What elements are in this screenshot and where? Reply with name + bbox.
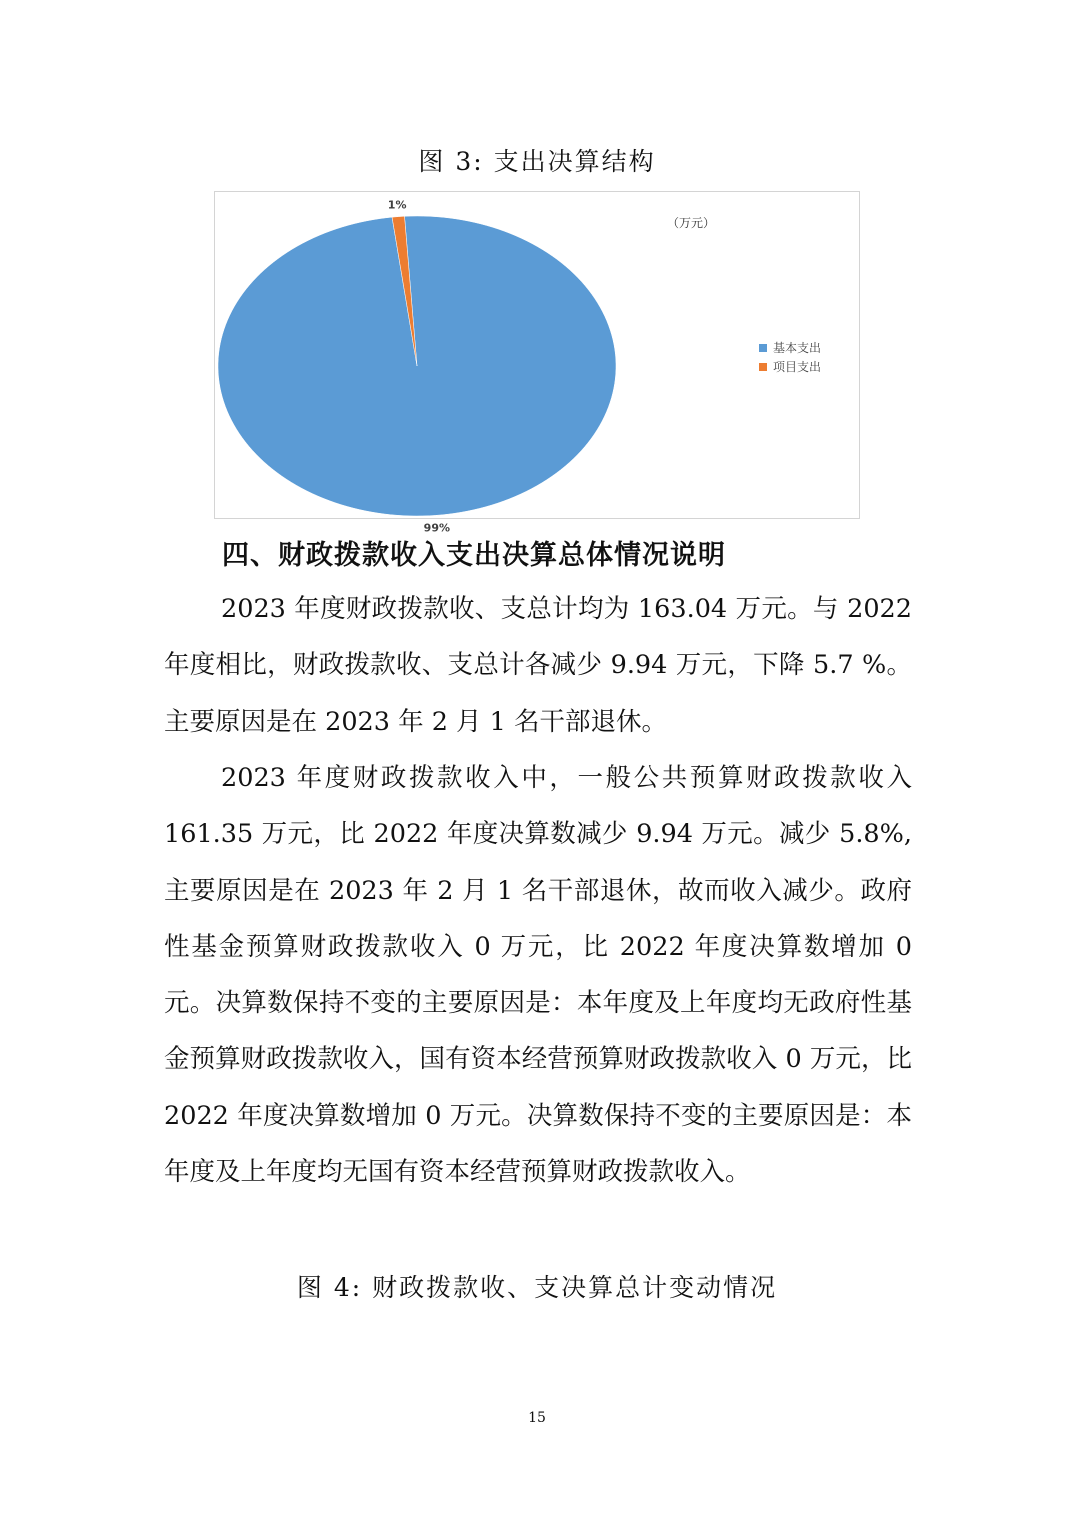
paragraph-2: 2023 年度财政拨款收入中，一般公共预算财政拨款收入 161.35 万元，比 2022 年度决算数减少 9.94 万元。减少 5.8%, 主要原因是在 2023 年 2 月 1 名干部退休，故而收入减少。政府性基金预算财政拨款收入 0 万元，比 2022 年度决算数增加 0 元。决算数保持不变的主要原因是：本年度及上年度均无政府性基金预算财政拨款收入，国有资本经营预算财政拨款收入 0 万元，比 2022 年度决算数增加 0 万元。决算数保持不变的主要原因是：本年度及上年度均无国有资本经营预算财政拨款收入。: [164, 763, 912, 1188]
legend-label: 项目支出: [773, 360, 822, 374]
figure3-caption: 图 3: 支出决算结构: [418, 147, 656, 176]
legend-swatch: [759, 344, 767, 352]
legend-swatch: [759, 363, 767, 371]
pie-label-基本支出: 99%: [423, 521, 451, 535]
expenditure-pie-chart: [214, 191, 860, 535]
chart-legend: [759, 338, 821, 376]
paragraph-1: 2023 年度财政拨款收、支总计均为 163.04 万元。与 2022 年度相比，财政拨款收、支总计各减少 9.94 万元，下降 5.7 %。主要原因是在 2023 年 2 月 1 名干部退休。: [164, 594, 912, 737]
chart-unit-label: （万元）: [667, 216, 716, 230]
page-number: 15: [528, 1410, 546, 1426]
pie-label-项目支出: 1%: [387, 198, 407, 212]
legend-item: [759, 357, 821, 376]
legend-label: 基本支出: [773, 341, 822, 355]
figure4-caption: 图 4: 财政拨款收、支决算总计变动情况: [296, 1273, 778, 1302]
legend-item: [759, 338, 821, 357]
section-heading: 四、财政拨款收入支出决算总体情况说明: [222, 540, 726, 571]
